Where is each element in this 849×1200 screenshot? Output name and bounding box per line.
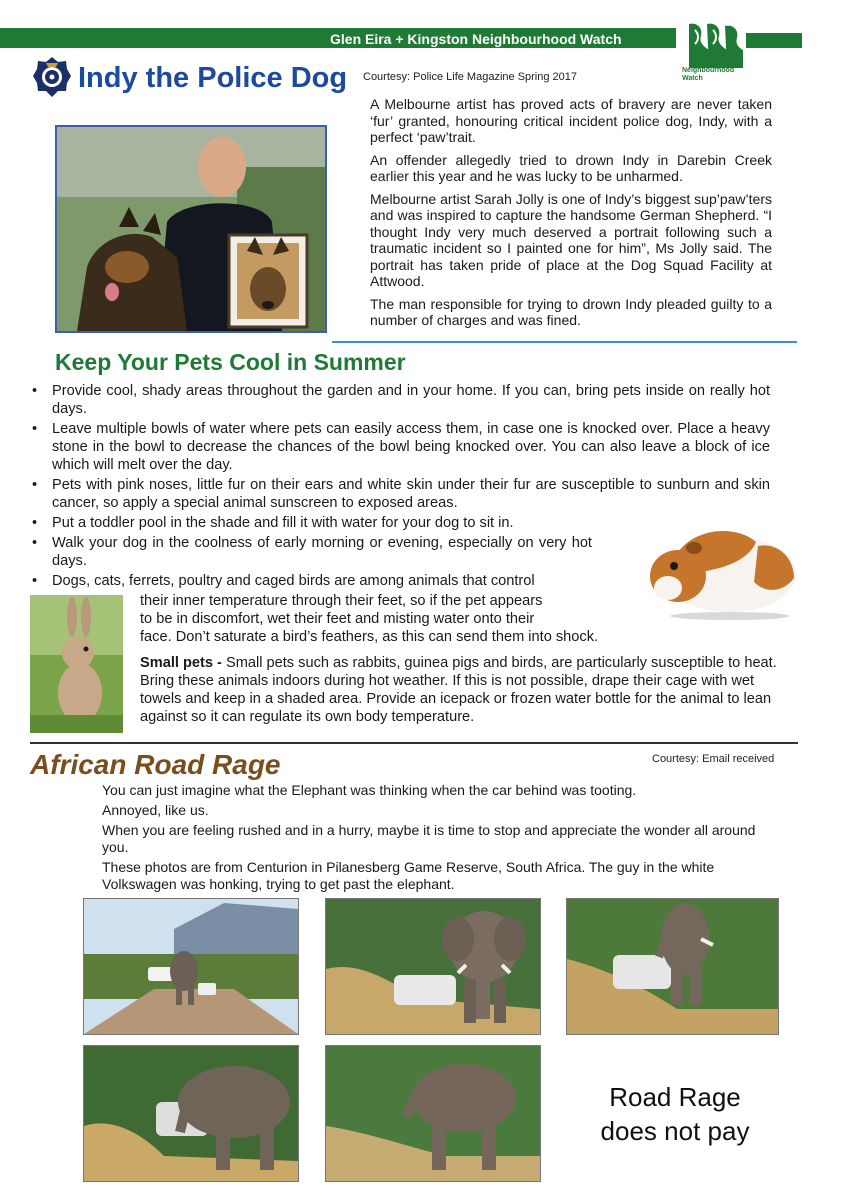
organisation-title: Glen Eira + Kingston Neighbourhood Watch <box>330 31 622 47</box>
road-rage-paragraph: Annoyed, like us. <box>102 802 209 818</box>
rabbit-photo <box>30 595 123 733</box>
elephant-photo-3 <box>566 898 779 1035</box>
header-green-bar-right <box>746 33 802 48</box>
neighbourhood-watch-logo-icon <box>683 20 743 70</box>
indy-paragraph: An offender allegedly tried to drown Indy in Darebin Creek earlier this year and he was lucky to be unharmed. <box>370 151 772 184</box>
slogan-line: Road Rage <box>609 1082 741 1112</box>
road-rage-slogan <box>560 1080 790 1148</box>
elephant-photo-2 <box>325 898 541 1035</box>
road-rage-body <box>102 782 772 896</box>
dogs-tip-block <box>32 572 652 646</box>
section-divider-blue <box>332 341 797 343</box>
list-item: • Walk your dog in the coolness of early morning or evening, especially on very hot days. <box>32 534 592 570</box>
list-item: • Put a toddler pool in the shade and fill it with water for your dog to sit in. <box>32 514 770 532</box>
list-item: • Provide cool, shady areas throughout the garden and in your home. If you can, bring pets inside on really hot days. <box>32 382 770 418</box>
pets-article-title: Keep Your Pets Cool in Summer <box>55 349 406 375</box>
elephant-photo-4 <box>83 1045 299 1182</box>
road-rage-courtesy: Courtesy: Email received <box>652 753 775 765</box>
indy-officer-photo <box>55 125 327 333</box>
small-pets-paragraph <box>140 654 780 726</box>
guinea-pig-photo <box>638 512 800 624</box>
elephant-photo-5 <box>325 1045 541 1182</box>
indy-article-title: Indy the Police Dog <box>78 62 348 94</box>
list-item: • Leave multiple bowls of water where pets can easily access them, in case one is knocked over. Place a heavy stone in the bowl to decrease the chances of the bowl being knocked over. You can also leave a block of ice which will melt over the day. <box>32 420 770 474</box>
section-divider-dark <box>30 742 798 744</box>
indy-courtesy: Courtesy: Police Life Magazine Spring 2017 <box>363 71 578 83</box>
indy-paragraph: Melbourne artist Sarah Jolly is one of Indy’s biggest sup’paw’ters and was inspired to capture the handsome German Shepherd. “I thought Indy very much deserved a portrait following such a traumatic incident so I painted one for him”, Ms Jolly said. The portrait has taken pride of place at the Dog Squad Facility at Attwood. <box>370 190 772 289</box>
list-item: • Pets with pink noses, little fur on their ears and white skin under their fur are susceptible to sunburn and skin cancer, so apply a special animal sunscreen to exposed areas. <box>32 476 770 512</box>
list-item: • Dogs, cats, ferrets, poultry and caged birds are among animals that control <box>32 572 612 590</box>
indy-paragraph: The man responsible for trying to drown Indy pleaded guilty to a number of charges and was fined. <box>370 295 772 328</box>
small-pets-text: Small pets such as rabbits, guinea pigs and birds, are particularly susceptible to heat. Bring these animals indoors during hot weather. If this is not possible, drape their cage with wet towels and keep in a shaded area. Provide an icepack or frozen water bottle for the animal to lean against so it can regulate its own body temperature. <box>140 655 777 725</box>
road-rage-paragraph: When you are feeling rushed and in a hurry, maybe it is time to stop and appreciate the wonder all around you. <box>102 822 756 855</box>
logo-caption: Neighbourhood Watch <box>682 67 735 82</box>
small-pets-label: Small pets - <box>140 655 222 671</box>
indy-article-body <box>370 96 772 335</box>
police-badge-icon <box>32 56 72 98</box>
road-rage-paragraph: These photos are from Centurion in Pilanesberg Game Reserve, South Africa. The guy in the white Volkswagen was honking, trying to get past the elephant. <box>102 859 715 892</box>
road-rage-paragraph: You can just imagine what the Elephant was thinking when the car behind was tooting. <box>102 782 637 798</box>
road-rage-article-title: African Road Rage <box>30 749 281 780</box>
slogan-line: does not pay <box>600 1116 750 1146</box>
indy-paragraph: A Melbourne artist has proved acts of bravery are never taken ‘fur’ granted, honouring critical incident police dog, Indy, with a perfect ‘paw’trait. <box>370 96 772 145</box>
elephant-photo-1 <box>83 898 299 1035</box>
dogs-tip-continuation: face. Don’t saturate a bird’s feathers, as this can send them into shock. <box>140 629 599 645</box>
dogs-tip-continuation: their inner temperature through their feet, so if the pet appears <box>140 593 543 609</box>
dogs-tip-continuation: to be in discomfort, wet their feet and misting water onto their <box>140 611 535 627</box>
